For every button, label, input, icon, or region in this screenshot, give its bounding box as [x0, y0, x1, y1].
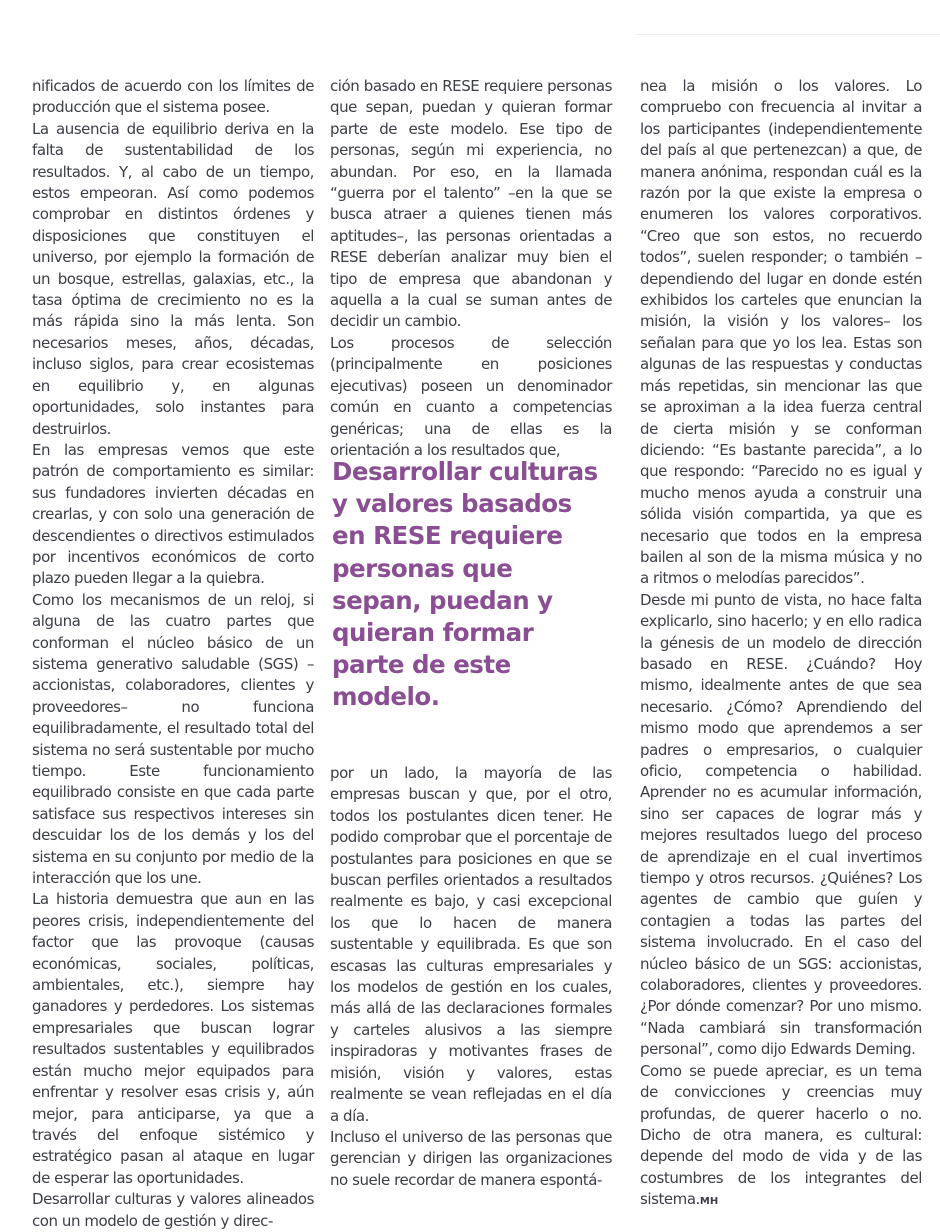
text-column-2-top	[330, 76, 612, 461]
text-column-2-bottom	[330, 763, 612, 1191]
paragraph: Como los mecanismos de un reloj, si alguna de las cuatro partes que conforman el núcleo básico de un sistema generativo saludable (SGS) –accionistas, colaboradores, clientes y proveedores– no funciona equilibradamente, el resultado total del sistema no será sustentable por mucho tiempo. Este funcionamiento equilibrado consiste en que cada parte satisface sus respectivos intereses sin descuidar los de los demás y los del sistema en su conjunto por medio de la interacción que los une.	[32, 590, 314, 888]
paragraph: En las empresas vemos que este patrón de comportamiento es similar: sus fundadores invierten décadas en crearlas, y con solo una generación de descendientes o directivos estimulados por incentivos económicos de corto plazo pueden llegar a la quiebra.	[32, 440, 314, 588]
pull-quote: Desarrollar culturas y valores basados en RESE requiere personas que sepan, puedan y quieran formar parte de este modelo.	[332, 457, 598, 712]
paragraph: nificados de acuerdo con los límites de producción que el sistema posee.	[32, 77, 314, 117]
paragraph: ción basado en RESE requiere personas que sepan, puedan y quieran formar parte de este modelo. Ese tipo de personas, según mi experiencia, no abundan. Por eso, en la llamada “guerra por el talento” –en la que se busca atraer a quienes tienen más aptitudes–, las personas orientadas a RESE deberían analizar muy bien el tipo de empresa que abandonan y aquella a la cual se suman antes de decidir un cambio.	[330, 77, 612, 331]
text-column-3	[640, 76, 922, 1213]
paragraph: La historia demuestra que aun en las peores crisis, independientemente del factor que las provoque (causas económicas, sociales, políticas, ambientales, etc.), siempre hay ganadores y perdedores. Los sistemas empresariales que buscan lograr resultados sustentables y equilibrados están mucho mejor equipados para enfrentar y resolver esas crisis y, aún mejor, para anticiparse, ya que a través del enfoque sistémico y estratégico pasan al ataque en lugar de esperar las oportunidades.	[32, 890, 314, 1187]
paragraph: La ausencia de equilibrio deriva en la falta de sustentabilidad de los resultados. Y, al cabo de un tiempo, estos empeoran. Así como podemos comprobar en distintos órdenes y disposiciones que constituyen el universo, por ejemplo la formación de un bosque, estrellas, galaxias, etc., la tasa óptima de crecimiento no es la más rápida sino la más lenta. Son necesarios meses, años, décadas, incluso siglos, para crear ecosistemas en equilibrio y, en algunas oportunidades, solo instantes para destruirlos.	[32, 119, 314, 438]
paragraph: Incluso el universo de las personas que gerencian y dirigen las organizaciones no suele recordar de manera espontá-	[330, 1127, 612, 1189]
paragraph-final	[640, 1061, 922, 1213]
closing-text: Como se puede apreciar, es un tema de convicciones y creencias muy profundas, de querer hacerlo o no. Dicho de otra manera, es cultural: depende del modo de vida y de las costumbres de los integrantes del sistema.	[640, 1061, 922, 1209]
page-top-margin	[0, 0, 940, 34]
paragraph: Desde mi punto de vista, no hace falta explicarlo, sino hacerlo; y en ello radica la génesis de un modelo de dirección basado en RESE. ¿Cuándo? Hoy mismo, idealmente antes de que sea necesario. ¿Cómo? Aprendiendo del mismo modo que aprendemos a ser padres o empresarios, o cualquier oficio, competencia o habilidad. Aprender no es acumular información, sino ser capaces de lograr más y mejores resultados luego del proceso de aprendizaje en el cual invertimos tiempo y otros recursos. ¿Quiénes? Los agentes de cambio que guíen y contagien a todas las partes del sistema involucrado. En el caso del núcleo básico de un SGS: accionistas, colaboradores, clientes y proveedores. ¿Por dónde comenzar? Por uno mismo. “Nada cambiará sin transformación personal”, como dijo Edwards Deming.	[640, 590, 922, 1059]
top-right-tab	[635, 0, 940, 35]
author-signature: MH	[699, 1196, 719, 1208]
paragraph: Desarrollar culturas y valores alineados con un modelo de gestión y direc-	[32, 1190, 314, 1230]
paragraph: Los procesos de selección (principalmente en posiciones ejecutivas) poseen un denominador común en cuanto a competencias genéricas; una de ellas es la orientación a los resultados que,	[330, 333, 612, 459]
paragraph: por un lado, la mayoría de las empresas buscan y que, por el otro, todos los postulantes dicen tener. He podido comprobar que el porcentaje de postulantes para posiciones en que se buscan perfiles orientados a resultados realmente es bajo, y casi excepcional los que lo hacen de manera sustentable y equilibrada. Es que son escasas las culturas empresariales y los modelos de gestión en los cuales, más allá de las declaraciones formales y carteles alusivos a las siempre inspiradoras y motivantes frases de misión, visión y valores, estas realmente se vean reflejadas en el día a día.	[330, 764, 612, 1125]
paragraph: nea la misión o los valores. Lo compruebo con frecuencia al invitar a los participantes (independientemente del país al que pertenezcan) a que, de manera anónima, respondan cuál es la razón por la que existe la empresa o enumeren los valores corporativos. “Creo que son estos, no recuerdo todos”, suelen responder; o también –dependiendo del lugar en donde estén exhibidos los carteles que enuncian la misión, la visión y los valores– los señalan para que yo los lea. Estas son algunas de las respuestas y conductas más repetidas, sin mencionar las que se aproximan a la idea fuerza central de cierta misión y se conforman diciendo: “Es bastante parecida”, a lo que respondo: “Parecido no es igual y mucho menos ayuda a construir una sólida visión compartida, ya que es necesario que todos en la empresa bailen al son de la misma música y no a ritmos o melodías parecidos”.	[640, 77, 922, 588]
text-column-1	[32, 76, 314, 1232]
